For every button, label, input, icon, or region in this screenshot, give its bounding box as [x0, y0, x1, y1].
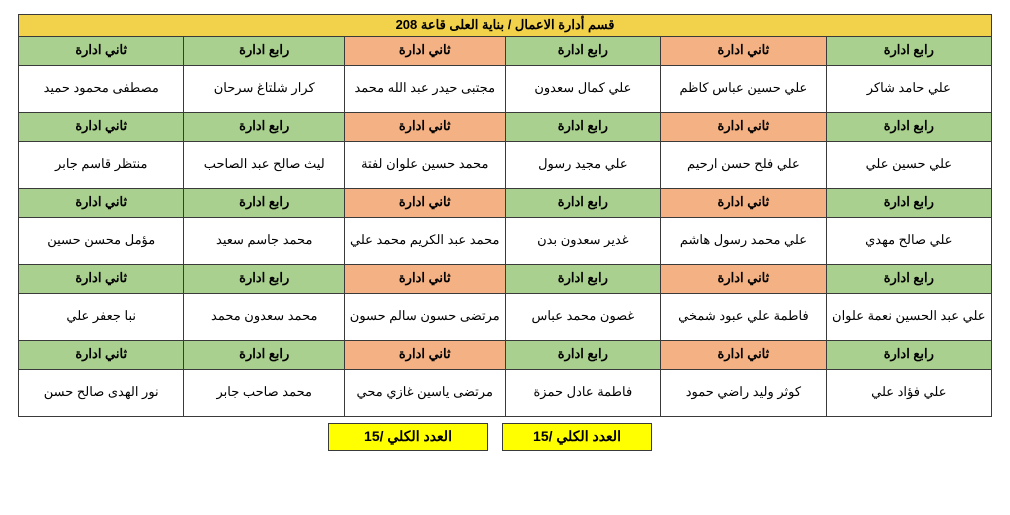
student-name: غصون محمد عباس: [505, 293, 661, 340]
student-name: نبا جعفر علي: [19, 293, 184, 340]
table-row: [19, 369, 992, 416]
student-name: علي صالح مهدي: [826, 217, 991, 264]
table-row: [19, 141, 992, 188]
student-name: محمد سعدون محمد: [184, 293, 345, 340]
column-header: ثاني ادارة: [661, 188, 826, 217]
student-name: فاطمة عادل حمزة: [505, 369, 661, 416]
column-header: رابع ادارة: [505, 188, 661, 217]
column-header: رابع ادارة: [184, 36, 345, 65]
header-row: [19, 264, 992, 293]
column-header: رابع ادارة: [826, 188, 991, 217]
total-label: العدد الكلي /: [379, 427, 452, 444]
column-header: رابع ادارة: [505, 36, 661, 65]
student-name: محمد عبد الكريم محمد علي: [344, 217, 505, 264]
student-name: غدير سعدون بدن: [505, 217, 661, 264]
student-name: علي حسين علي: [826, 141, 991, 188]
student-name: محمد جاسم سعيد: [184, 217, 345, 264]
column-header: رابع ادارة: [184, 340, 345, 369]
student-name: علي حامد شاكر: [826, 65, 991, 112]
student-name: علي مجيد رسول: [505, 141, 661, 188]
student-name: علي محمد رسول هاشم: [661, 217, 826, 264]
column-header: ثاني ادارة: [19, 340, 184, 369]
student-name: مجتبى حيدر عبد الله محمد: [344, 65, 505, 112]
column-header: رابع ادارة: [826, 36, 991, 65]
header-row: [19, 36, 992, 65]
column-header: ثاني ادارة: [344, 112, 505, 141]
totals-row: [18, 417, 992, 457]
page-title: قسم أدارة الاعمال / بناية العلى قاعة 208: [19, 15, 992, 37]
student-name: منتظر قاسم جابر: [19, 141, 184, 188]
column-header: ثاني ادارة: [19, 112, 184, 141]
student-name: نور الهدى صالح حسن: [19, 369, 184, 416]
table-row: [19, 293, 992, 340]
header-row: [19, 112, 992, 141]
student-name: علي كمال سعدون: [505, 65, 661, 112]
column-header: رابع ادارة: [184, 264, 345, 293]
column-header: ثاني ادارة: [661, 340, 826, 369]
total-badge: [328, 423, 488, 451]
header-row: [19, 340, 992, 369]
title-row: [19, 15, 992, 37]
table-row: [19, 65, 992, 112]
student-name: محمد حسين علوان لفتة: [344, 141, 505, 188]
student-name: مؤمل محسن حسين: [19, 217, 184, 264]
column-header: رابع ادارة: [184, 188, 345, 217]
column-header: رابع ادارة: [505, 112, 661, 141]
student-name: مصطفى محمود حميد: [19, 65, 184, 112]
table-row: [19, 217, 992, 264]
column-header: رابع ادارة: [505, 340, 661, 369]
total-value: 15: [533, 427, 549, 444]
student-name: علي عبد الحسين نعمة علوان: [826, 293, 991, 340]
column-header: رابع ادارة: [505, 264, 661, 293]
column-header: رابع ادارة: [184, 112, 345, 141]
column-header: ثاني ادارة: [19, 188, 184, 217]
column-header: رابع ادارة: [826, 112, 991, 141]
column-header: ثاني ادارة: [19, 264, 184, 293]
column-header: ثاني ادارة: [344, 36, 505, 65]
column-header: رابع ادارة: [826, 264, 991, 293]
column-header: ثاني ادارة: [19, 36, 184, 65]
student-name: مرتضى ياسين غازي محي: [344, 369, 505, 416]
column-header: ثاني ادارة: [344, 188, 505, 217]
student-name: مرتضى حسون سالم حسون: [344, 293, 505, 340]
column-header: ثاني ادارة: [661, 264, 826, 293]
student-name: كرار شلتاغ سرحان: [184, 65, 345, 112]
student-name: علي حسين عباس كاظم: [661, 65, 826, 112]
header-row: [19, 188, 992, 217]
student-name: ليث صالح عبد الصاحب: [184, 141, 345, 188]
total-value: 15: [364, 427, 380, 444]
student-name: علي فلح حسن ارحيم: [661, 141, 826, 188]
attendance-table: [18, 14, 992, 417]
student-name: محمد صاحب جابر: [184, 369, 345, 416]
column-header: رابع ادارة: [826, 340, 991, 369]
column-header: ثاني ادارة: [344, 340, 505, 369]
column-header: ثاني ادارة: [661, 36, 826, 65]
student-name: علي فؤاد علي: [826, 369, 991, 416]
total-label: العدد الكلي /: [548, 427, 621, 444]
total-badge: [502, 423, 652, 451]
student-name: كوثر وليد راضي حمود: [661, 369, 826, 416]
student-name: فاطمة علي عبود شمخي: [661, 293, 826, 340]
column-header: ثاني ادارة: [661, 112, 826, 141]
column-header: ثاني ادارة: [344, 264, 505, 293]
